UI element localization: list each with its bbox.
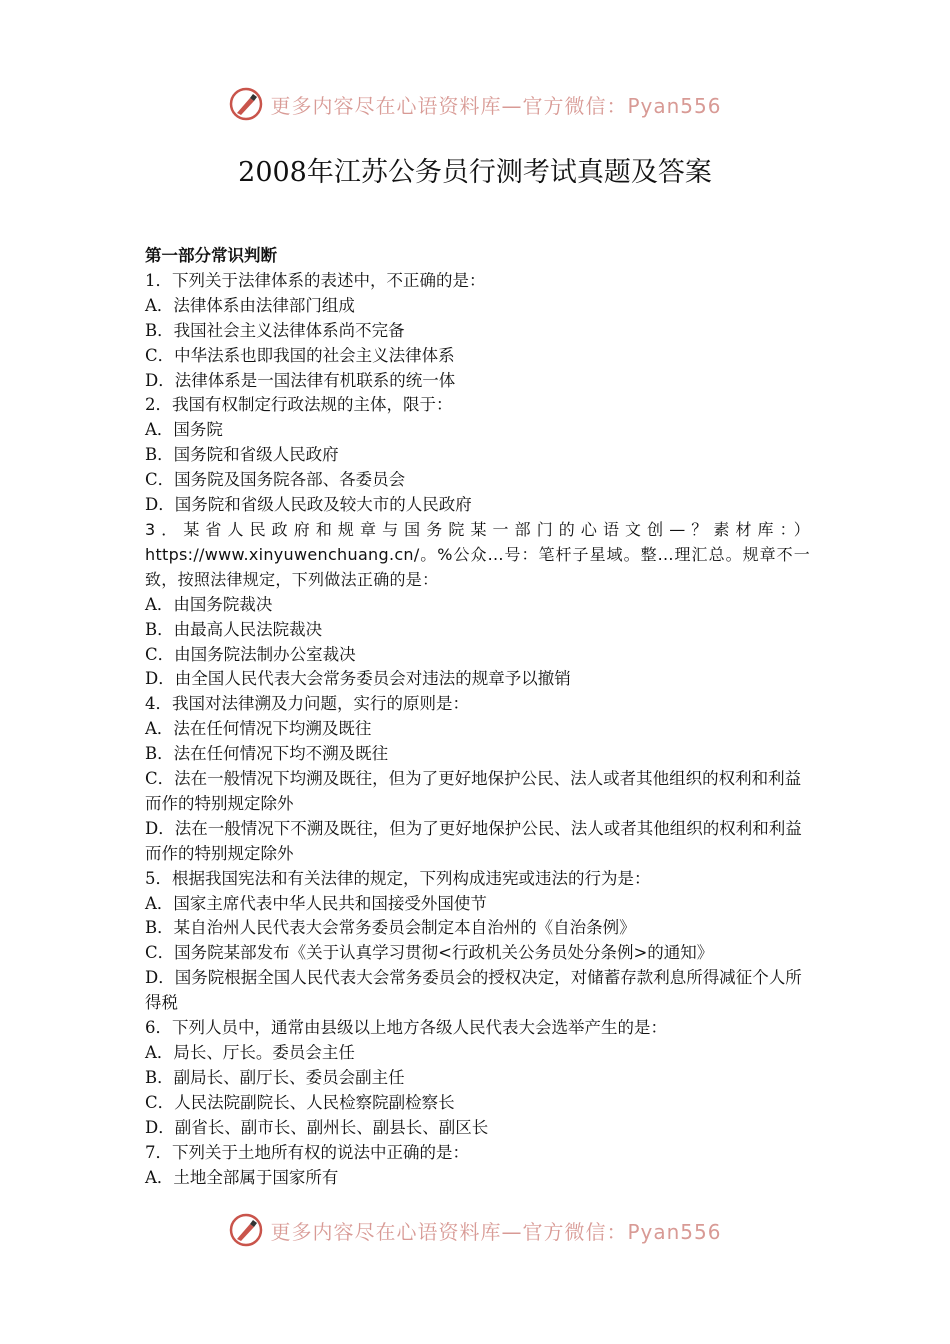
watermark-text: 更多内容尽在心语资料库—官方微信：Pyan556 (270, 93, 722, 118)
question-3-text: 3．某省人民政府和规章与国务院某一部门的心语文创—？素材库：）https://www.xinyuwenchuang.cn/。%公众...号：笔杆子星域。整...理汇总。规章不一致，按照法律规定，下列做法正确的是： (145, 519, 810, 589)
text-line: B．国务院和省级人民政府 (145, 445, 339, 465)
text-line: B．法在任何情况下均不溯及既往 (145, 744, 389, 764)
text-line: 1．下列关于法律体系的表述中，不正确的是： (145, 270, 486, 290)
pen-logo-icon (228, 86, 264, 122)
page-title: 2008年江苏公务员行测考试真题及答案 (238, 157, 712, 188)
top-watermark-banner (0, 84, 950, 124)
text-line: B．我国社会主义法律体系尚不完备 (145, 320, 405, 340)
text-line: A．法在任何情况下均溯及既往 (145, 719, 372, 739)
text-line: A．局长、厅长。委员会主任 (145, 1043, 355, 1062)
text-line: B．副局长、副厅长、委员会副主任 (145, 1067, 405, 1087)
text-line: B．由最高人民法院裁决 (145, 619, 323, 639)
document-body (145, 244, 810, 1190)
text-line: A．土地全部属于国家所有 (145, 1167, 339, 1187)
text-line: D．法在一般情况下不溯及既往，但为了更好地保护公民、法人或者其他组织的权利和利益而作的特别规定除外 (145, 818, 802, 863)
text-line: D．国务院和省级人民政及较大市的人民政府 (145, 495, 472, 515)
bottom-watermark-banner (0, 1210, 950, 1250)
text-line: A．国务院 (145, 420, 223, 440)
text-line: D．法律体系是一国法律有机联系的统一体 (145, 370, 456, 390)
section-heading: 第一部分常识判断 (145, 246, 277, 265)
text-line: 7．下列关于土地所有权的说法中正确的是： (145, 1142, 469, 1162)
pen-logo-icon (228, 1212, 264, 1248)
text-line: D．副省长、副市长、副州长、副县长、副区长 (145, 1117, 489, 1137)
text-line: D．由全国人民代表大会常务委员会对违法的规章予以撤销 (145, 669, 571, 689)
text-line: C．国务院某部发布《关于认真学习贯彻<行政机关公务员处分条例>的通知》 (145, 943, 714, 963)
text-line: C．人民法院副院长、人民检察院副检察长 (145, 1092, 455, 1112)
text-line: A．法律体系由法律部门组成 (145, 295, 355, 315)
watermark-text: 更多内容尽在心语资料库—官方微信：Pyan556 (270, 1219, 722, 1244)
text-line: C．由国务院法制办公室裁决 (145, 644, 356, 664)
text-line: A．国家主席代表中华人民共和国接受外国使节 (145, 893, 487, 913)
text-line: C．中华法系也即我国的社会主义法律体系 (145, 345, 455, 365)
text-line: C．国务院及国务院各部、各委员会 (145, 470, 406, 490)
text-line: C．法在一般情况下均溯及既往，但为了更好地保护公民、法人或者其他组织的权利和利益而作的特别规定除外 (145, 769, 802, 813)
text-line: A．由国务院裁决 (145, 594, 273, 614)
text-line: 6．下列人员中，通常由县级以上地方各级人民代表大会选举产生的是： (145, 1018, 667, 1038)
text-line: 5．根据我国宪法和有关法律的规定，下列构成违宪或违法的行为是： (145, 868, 651, 888)
text-line: B．某自治州人民代表大会常务委员会制定本自治州的《自治条例》 (145, 918, 636, 938)
text-line: 2．我国有权制定行政法规的主体，限于： (145, 395, 453, 415)
text-line: D．国务院根据全国人民代表大会常务委员会的授权决定，对储蓄存款利息所得减征个人所得税 (145, 968, 802, 1013)
text-line: 4．我国对法律溯及力问题，实行的原则是： (145, 694, 469, 714)
